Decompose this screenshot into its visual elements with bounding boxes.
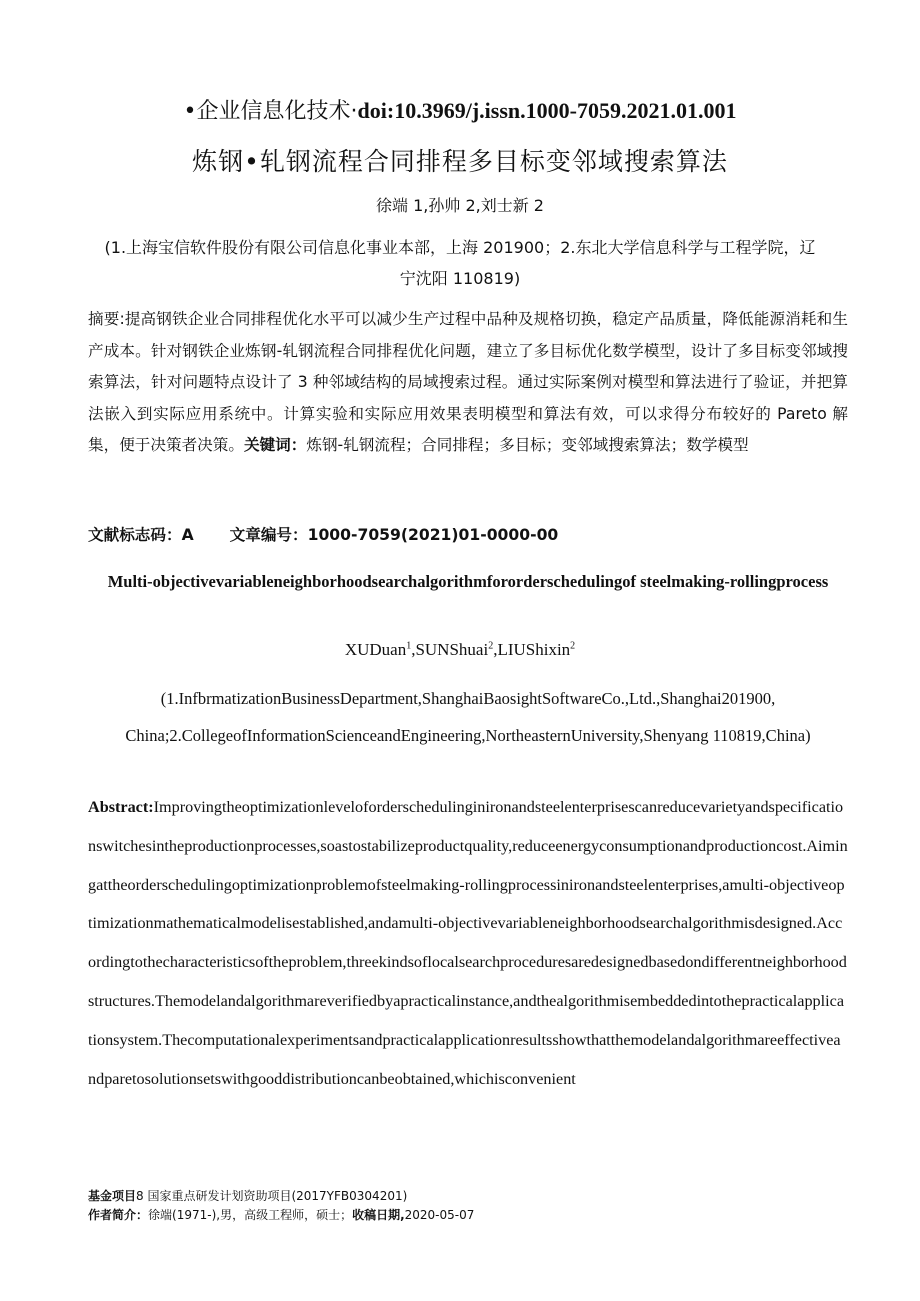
author-3-name: ,LIUShixin bbox=[493, 640, 571, 659]
affiliations-chinese: (1.上海宝信软件股份有限公司信息化事业本部，上海 201900；2.东北大学信息科学与工程学院，辽宁沈阳 110819) bbox=[104, 238, 816, 288]
abstract-chinese bbox=[88, 304, 848, 462]
abstract-english bbox=[88, 788, 848, 1098]
author-1-affil: 1 bbox=[406, 640, 412, 652]
author-info-text: 徐端(1971-),男，高级工程师，硕士； bbox=[148, 1208, 353, 1222]
fund-label: 基金项目 bbox=[88, 1189, 137, 1203]
document-meta bbox=[88, 523, 848, 545]
abstract-cn-text: 提高钢铁企业合同排程优化水平可以减少生产过程中品种及规格切换，稳定产品质量，降低能源消耗和生产成本。针对钢铁企业炼钢-轧钢流程合同排程优化问题，建立了多目标优化数学模型，设计了多目标变邻域搜索算法，针对问题特点设计了 3 种邻域结构的局域搜索过程。通过实际案例对模型和算法进行了验证，并把算法嵌入到实际应用系统中。计算实验和实际应用效果表明模型和算法有效，可以求得分布较好的 Pareto 解集，便于决策者决策。 bbox=[88, 310, 848, 454]
author-1-name: XUDuan bbox=[344, 640, 407, 659]
affiliations-english: (1.InfbrmatizationBusinessDepartment,ShanghaiBaosightSoftwareCo.,Ltd.,Shanghai201900, China;2.CollegeofInformationScienceandEngineering,NortheasternUniversity,Shenyang 110819,China) bbox=[125, 689, 811, 745]
footnote bbox=[88, 1187, 848, 1225]
keywords-cn: 炼钢-轧钢流程；合同排程；多目标；变邻域搜索算法；数学模型 bbox=[306, 436, 749, 454]
doc-code: 文献标志码：A bbox=[88, 526, 194, 544]
author-2-name: ,SUNShuai bbox=[411, 640, 489, 659]
journal-header bbox=[0, 94, 920, 125]
abstract-en-text: Improvingtheoptimizationleveloforderschedulinginironandsteelenterprisescanreducevarietyandspecificationswitchesintheproductionprocesses,soastostabilizeproductquality,reduceenergyconsumptionandproductioncost.Aimingattheorderschedulingoptimizationproblemofsteelmaking-rollingprocessinironandsteelenterprises,amulti-objectiveoptimizationmathematicalmodelisestablished,andamulti-objectivevariableneighborhoodsearchalgorithmisdesigned.Accordingtothecharacteristicsoftheproblem,threekindsoflocalsearchproceduresaredesignedbasedondifferentneighborhoodstructures.Themodelandalgorithmareverifiedbyapracticalinstance,andthealgorithmisembeddedintothepracticalapplicationsystem.Thecomputationalexperimentsandpracticalapplicationresultsshowthatthemodelandalgorithmareeffectiveandparetosolutionsetswithgooddistributioncanbeobtained,whichisconvenient bbox=[88, 798, 848, 1088]
keywords-cn-label: 关键词： bbox=[243, 436, 307, 454]
fund-line bbox=[88, 1187, 848, 1206]
authors-english bbox=[0, 640, 920, 660]
author-info-line bbox=[88, 1206, 848, 1225]
title-english: Multi-objectivevariableneighborhoodsearchalgorithmfororderschedulingof steelmaking-rollingprocess bbox=[107, 572, 829, 591]
column-label: •企业信息化技术· bbox=[183, 99, 358, 124]
article-number: 文章编号：1000-7059(2021)01-0000-00 bbox=[229, 526, 559, 544]
abstract-en-label: Abstract: bbox=[88, 798, 154, 816]
received-label: 收稿日期, bbox=[352, 1208, 405, 1222]
author-3-affil: 2 bbox=[570, 640, 576, 652]
author-info-label: 作者简介： bbox=[88, 1208, 149, 1222]
received-date: 2020-05-07 bbox=[404, 1208, 475, 1222]
abstract-cn-label: 摘要: bbox=[88, 310, 125, 328]
fund-text: 8 国家重点研发计划资助项目(2017YFB0304201) bbox=[136, 1189, 408, 1203]
title-chinese: 炼钢•轧钢流程合同排程多目标变邻域搜索算法 bbox=[192, 147, 728, 176]
doi: doi:10.3969/j.issn.1000-7059.2021.01.001 bbox=[357, 98, 737, 123]
author-2-affil: 2 bbox=[488, 640, 494, 652]
authors-chinese: 徐端 1,孙帅 2,刘士新 2 bbox=[376, 196, 544, 215]
